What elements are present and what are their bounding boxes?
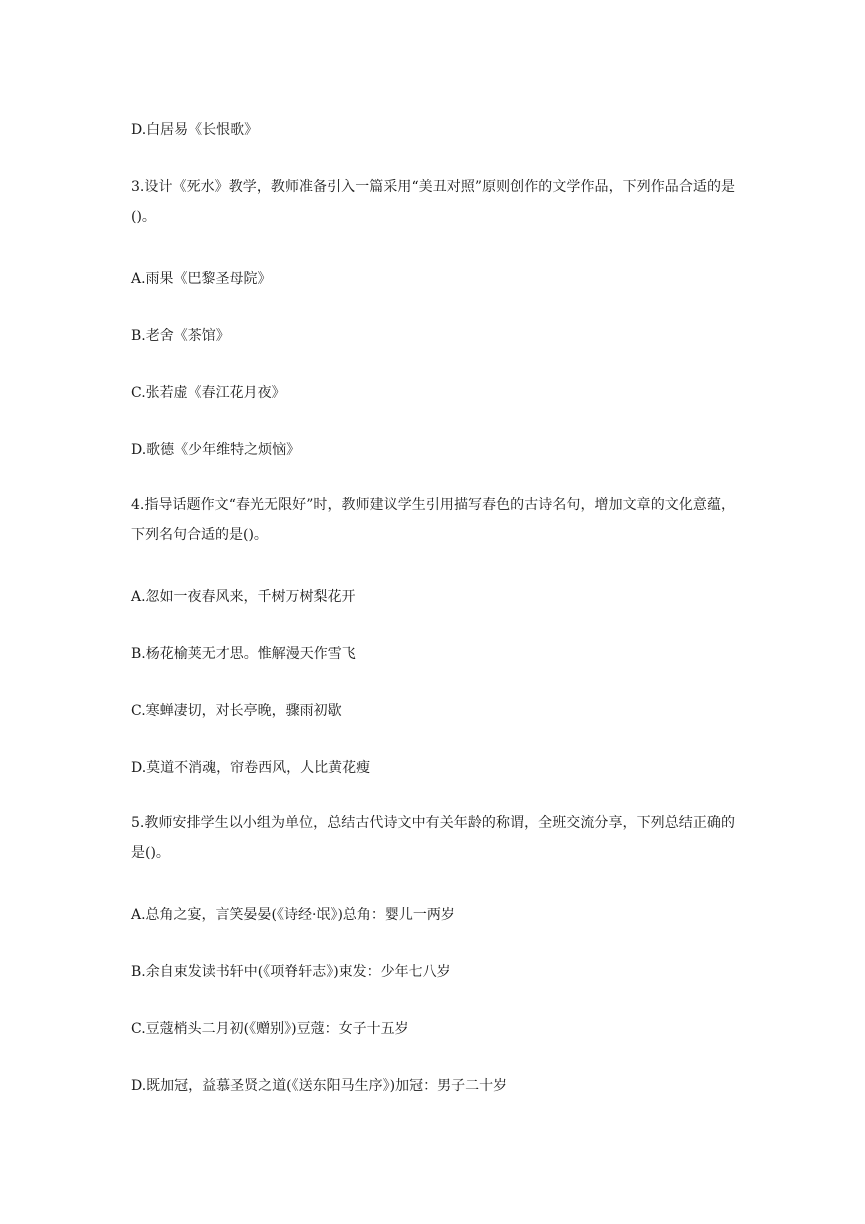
q5-stem: 5.教师安排学生以小组为单位，总结古代诗文中有关年龄的称谓，全班交流分享，下列总结正确的是()。 <box>131 815 735 861</box>
q4-option-b: B.杨花榆荚无才思。惟解漫天作雪飞 <box>131 646 356 662</box>
q4-stem: 4.指导话题作文“春光无限好”时，教师建议学生引用描写春色的古诗名句，增加文章的文化意蕴，下列名句合适的是()。 <box>131 497 735 543</box>
q5-option-a: A.总角之宴，言笑晏晏(《诗经·氓》)总角：婴儿一两岁 <box>131 907 455 923</box>
q4-option-a: A.忽如一夜春风来，千树万树梨花开 <box>131 589 356 605</box>
q5-option-d: D.既加冠，益慕圣贤之道(《送东阳马生序》)加冠：男子二十岁 <box>131 1078 508 1094</box>
q3-option-d: D.歌德《少年维特之烦恼》 <box>131 442 301 458</box>
q5-option-c: C.豆蔻梢头二月初(《赠别》)豆蔻：女子十五岁 <box>131 1021 409 1037</box>
q3-option-a: A.雨果《巴黎圣母院》 <box>131 271 272 287</box>
q4-option-c: C.寒蝉凄切，对长亭晚，骤雨初歇 <box>131 703 342 719</box>
document-page <box>131 0 735 1224</box>
q5-option-b: B.余自束发读书轩中(《项脊轩志》)束发：少年七八岁 <box>131 964 451 980</box>
q3-option-c: C.张若虚《春江花月夜》 <box>131 385 286 401</box>
q4-option-d: D.莫道不消魂，帘卷西风，人比黄花瘦 <box>131 760 371 776</box>
q3-option-b: B.老舍《茶馆》 <box>131 328 230 344</box>
q2-option-d: D.白居易《长恨歌》 <box>131 122 259 138</box>
q3-stem: 3.设计《死水》教学，教师准备引入一篇采用“美丑对照”原则创作的文学作品，下列作品合适的是()。 <box>131 179 735 225</box>
